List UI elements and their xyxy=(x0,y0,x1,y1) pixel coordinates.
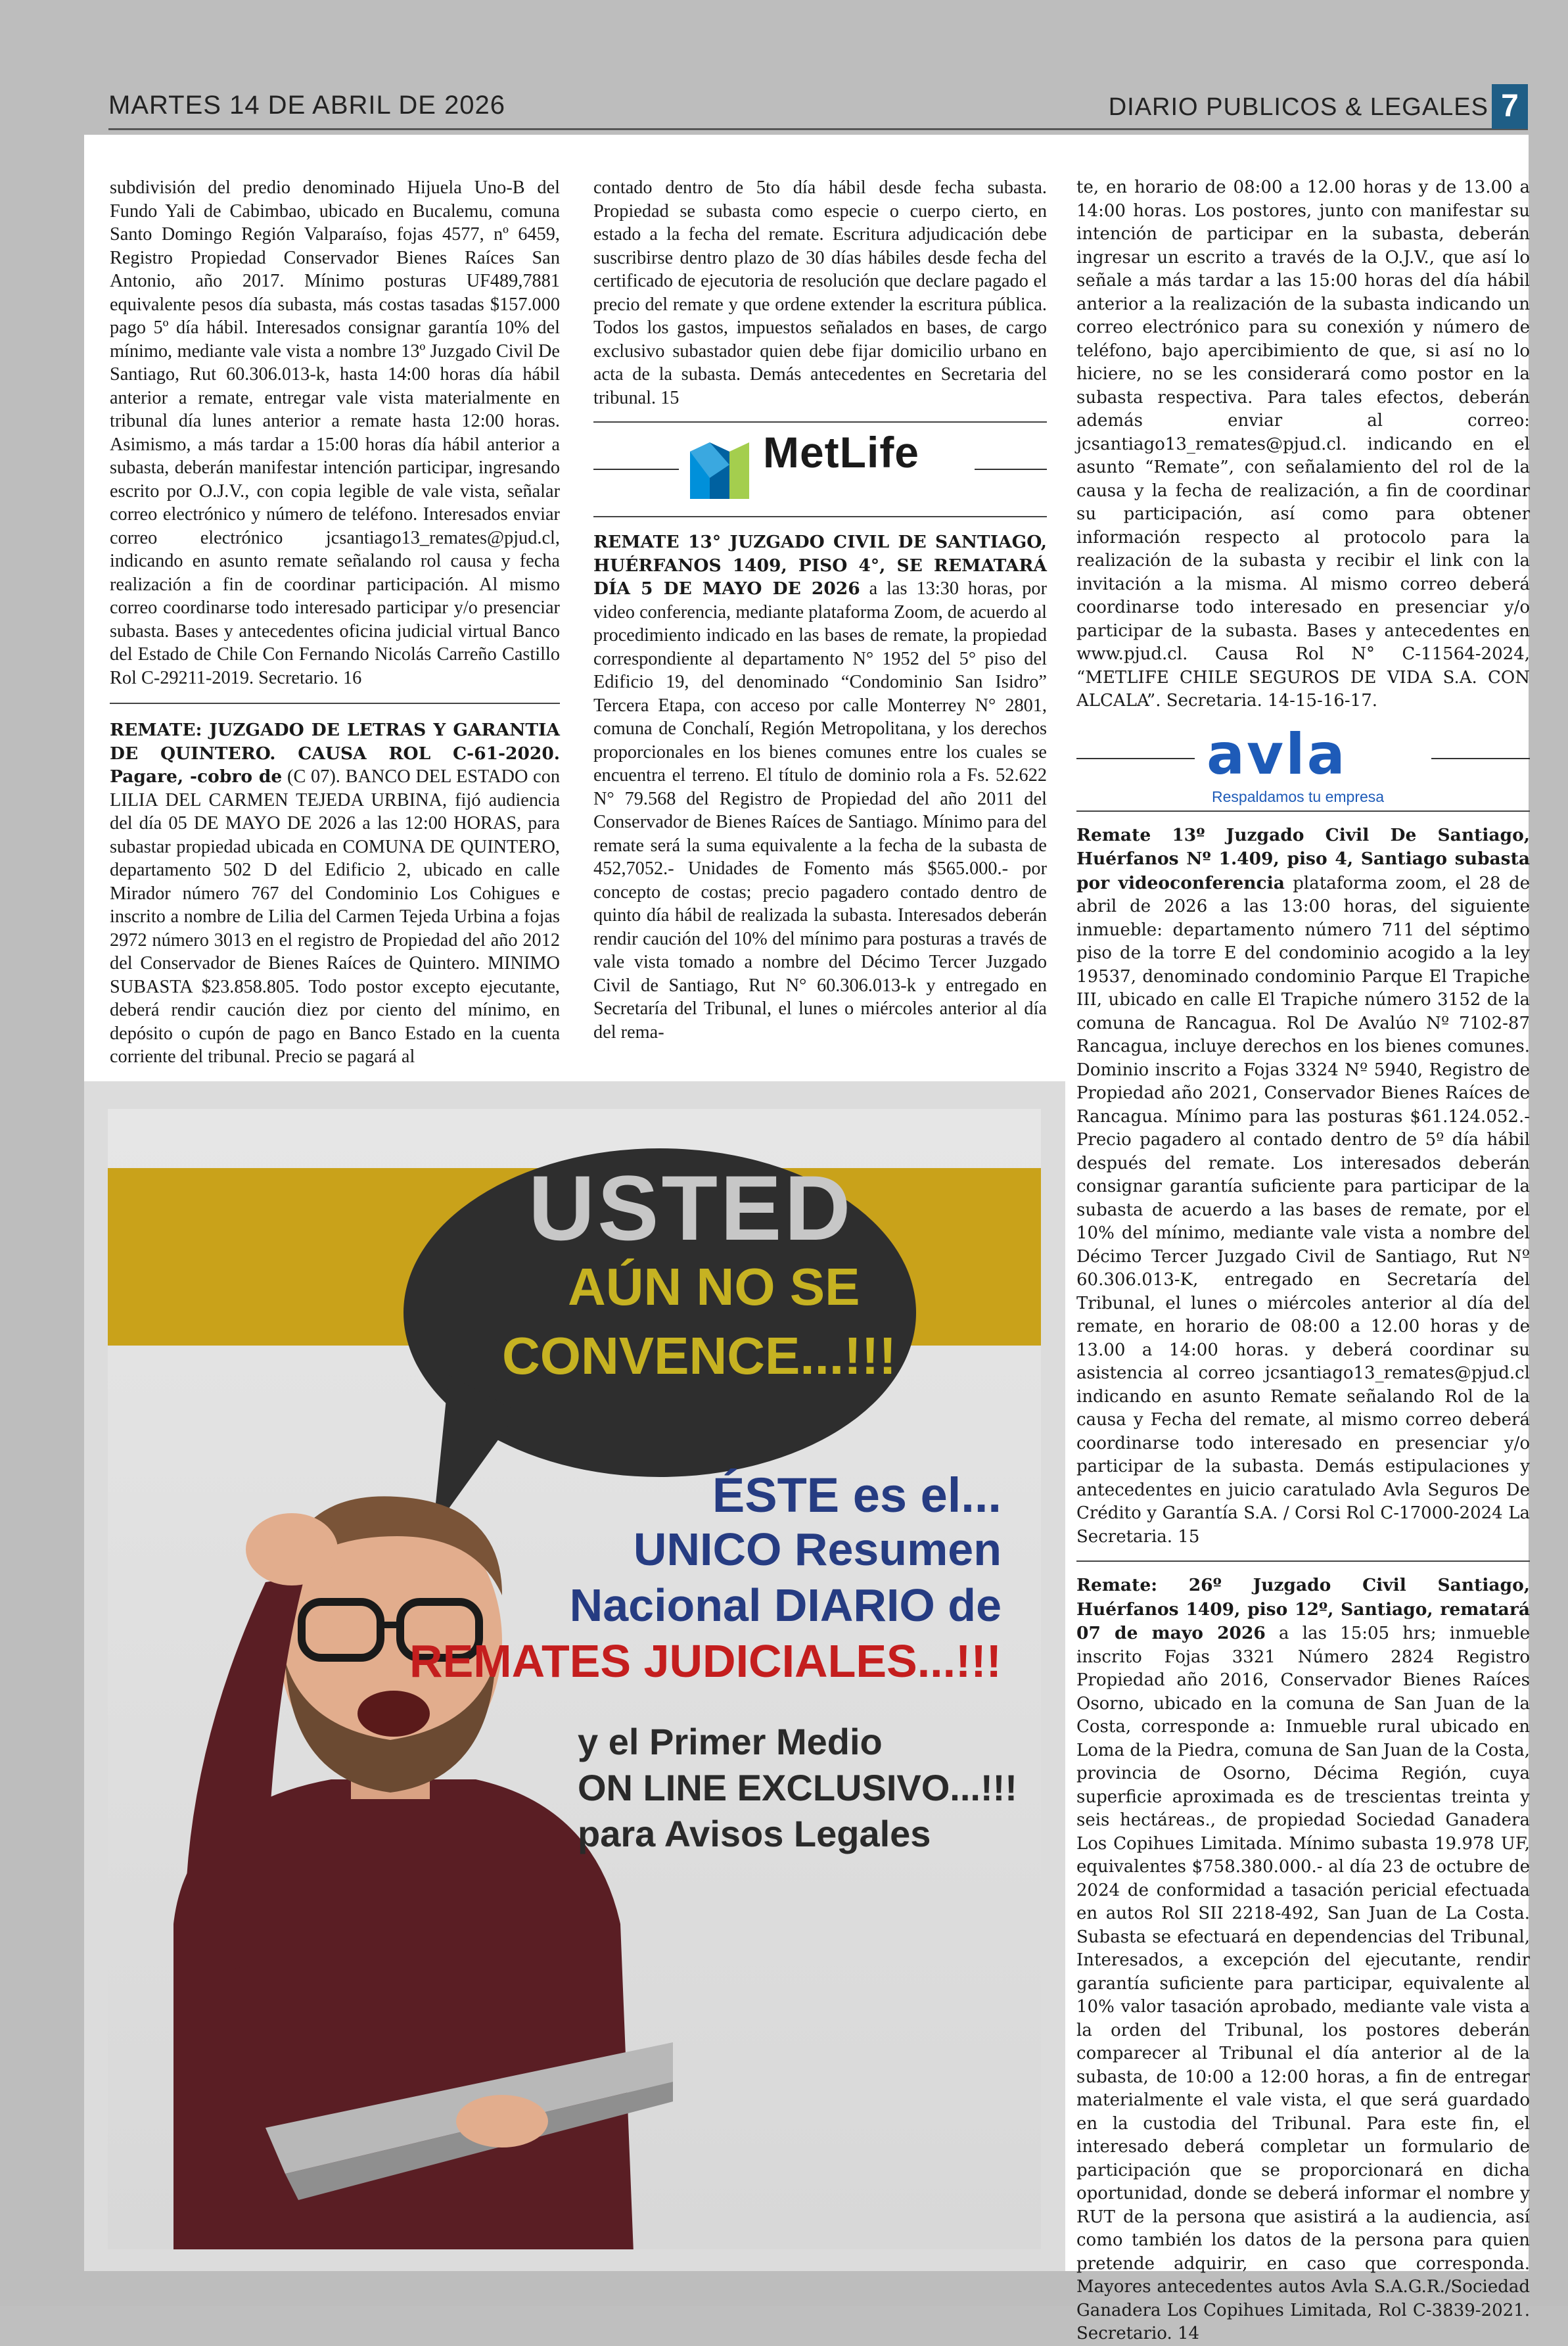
divider xyxy=(593,421,1047,423)
notice-text: te, en horario de 08:00 a 12.00 horas y de 13.00 a 14:00 horas. Los postores, junto con manifestar su intención de participar en la subasta, deberán ingresar un escrito a través de la O.J.V., que así lo señale a más tardar a las 15:00 horas del día hábil anterior a la realización de la subasta indicando un correo electrónico para su conexión y número de teléfono, bajo apercibimiento de que, si así no lo hiciere, no se les considerará como postor en la subasta respectiva. Para tales efectos, deberán además enviar al correo: jcsantiago13_remates@pjud.cl. indicando en el asunto “Remate”, con señalamiento del rol de la causa y la fecha de realización, a fin de coordinar su participación, así como para obtener información respecto al protocolo para la realización de la subasta y recibir el link con la invitación a la misma. Al mismo correo deberá coordinarse todo interesado en presenciar y/o participar de la subasta. Bases y antecedentes en www.pjud.cl. Causa Rol N° C-11564-2024, “METLIFE CHILE SEGUROS DE VIDA S.A. CON ALCALA”. Secretaria. 14-15-16-17. xyxy=(1076,177,1530,711)
ad-subline: y el Primer Medio xyxy=(578,1721,883,1762)
divider xyxy=(110,703,560,704)
metlife-wordmark: MetLife xyxy=(763,428,919,477)
divider xyxy=(593,516,1047,517)
avla-tagline: Respaldamos tu empresa xyxy=(1212,787,1385,805)
divider xyxy=(1076,810,1530,812)
notice-metlife xyxy=(593,530,1047,1044)
divider xyxy=(1431,758,1530,759)
ad-subline: para Avisos Legales xyxy=(578,1813,931,1854)
notice-body: a las 15:05 hrs; inmueble inscrito Fojas 3321 Número 2824 Registro Propiedad año 2016, Conservador Bienes Raíces Osorno, ubicado en la comuna de San Juan de la Costa, corresponde a: Inmueble rural ubicado en Loma de la Piedra, comuna de San Juan de la Costa, provincia de Osorno, Décima Región, cuya superficie aproximada es de trescientas treinta y seis hectáreas., de propiedad Sociedad Ganadera Los Copihues Limitada. Mínimo subasta 19.978 UF, equivalentes $758.380.000.- al día 23 de octubre de 2024 de conformidad a tasación pericial efectuada en autos Rol SII 2218-492, San Juan de La Costa. Subasta se efectuará en dependencias del Tribunal, Interesados, a excepción del ejecutante, rendir garantía suficiente para participar, equivalente al 10% valor tasación aprobado, mediante vale vista a la orden del Tribunal, los postores deberán comparecer al Tribunal el día anterior al de la subasta, de 10:00 a 12:00 horas, a fin de entregar materialmente el vale vista, el que será guardado en la custodia del Tribunal. Para este fin, el interesado deberá completar un formulario de participación que se proporcionará en dicha oportunidad, donde se deberá informar el nombre y RUT de la persona que asistirá a la audiencia, así como también los datos de la persona para quien pretende adquirir, en caso que corresponda. Mayores antecedentes autos Avla S.A.G.R./Sociedad Ganadera Los Copihues Limitada, Rol C-3839-2021. Secretario. 14 xyxy=(1076,1624,1530,2343)
divider xyxy=(1076,1560,1530,1562)
promo-advertisement xyxy=(84,1081,1065,2271)
newspaper-name: DIARIO PUBLICOS & LEGALES xyxy=(1108,93,1488,121)
notice-body: (C 07). BANCO DEL ESTADO con LILIA DEL CARMEN TEJEDA URBINA, fijó audiencia del día 05 DE MAYO DE 2026 a las 12:00 HORAS, para subastar propiedad ubicada en COMUNA DE QUINTERO, departamento 502 D del Edificio 2, ubicado en calle Mirador número 767 del Condominio Los Cohigues e inscrito a nombre de Lilia del Carmen Tejeda Urbina a fojas 2972 número 3013 en el registro de Propiedad del año 2012 del Conservador de Bienes Raíces de Quintero. MINIMO SUBASTA $23.858.805. Todo postor excepto ejecutante, deberá rendir caución diez por ciento del mínimo, en depósito o cupón de pago en Banco Estado en la cuenta corriente del tribunal. Precio se pagará al xyxy=(110,766,561,1067)
ad-headline-2: AÚN NO SE xyxy=(568,1257,860,1316)
column-2 xyxy=(593,176,1047,1044)
notice-text: contado dentro de 5to día hábil desde fecha subasta. Propiedad se subasta como especie o cuerpo cierto, en estado a la fecha del remate. Escritura adjudicación debe suscribirse dentro plazo de 30 días hábiles desde fecha del certificado de ejecutoria de resolución que declare pagado el precio del remate y que ordene extender la escritura pública. Todos los gastos, impuestos señalados en bases, de cargo exclusivo subastador quien debe fijar domicilio urbano en acta de la subasta. Demás antecedentes en Secretaria del tribunal. 15 xyxy=(593,177,1047,408)
notice-osorno xyxy=(1076,1574,1530,2346)
page-number: 7 xyxy=(1492,84,1528,129)
metlife-mark-icon xyxy=(690,438,749,499)
notice-heading: REMATE: JUZGADO DE LETRAS Y GARANTIA DE QUINTERO. CAUSA ROL C-61-2020. Pagare, -cobro de xyxy=(110,720,560,787)
ad-subline: ON LINE EXCLUSIVO...!!! xyxy=(578,1767,1017,1808)
divider xyxy=(593,469,679,470)
ad-copy-line: ÉSTE es el... xyxy=(712,1468,1002,1522)
column-3 xyxy=(1076,176,1530,2346)
avla-wordmark: avla xyxy=(1207,721,1347,787)
ad-panel xyxy=(108,1109,1041,2249)
avla-logo xyxy=(1076,721,1530,810)
ad-copy-line: Nacional DIARIO de xyxy=(569,1580,1002,1631)
divider xyxy=(1076,758,1195,759)
notice-text: subdivisión del predio denominado Hijuela Uno-B del Fundo Yali de Cabimbao, ubicado en Bucalemu, comuna Santo Domingo Región Valparaíso, fojas 4577, nº 6459, Registro Propiedad Conservador Bienes Raíces San Antonio, año 2017. Mínimo posturas UF489,7881 equivalente pesos día subasta, más costas tasadas $157.000 pago 5º día hábil. Interesados consignar garantía 10% del mínimo, mediante vale vista a nombre 13º Juzgado Civil De Santiago, Rut 60.306.013-k, hasta 14:00 horas día hábil anterior a remate, entregar vale vista materialmente en tribunal día lunes anterior a remate hasta 12:00 horas. Asimismo, a más tardar a 15:00 horas día hábil anterior a subasta, deberán manifestar intención participar, ingresando escrito por O.J.V., con copia legible de vale vista, señalar correo electrónico y número de teléfono. Interesados enviar correo electrónico jcsantiago13_remates@pjud.cl, indicando en asunto remate señalando rol causa y fecha realización a fin de coordinar participación. Al mismo correo coordinarse todo interesado participar y/o presenciar subasta. Bases y antecedentes oficina judicial virtual Banco del Estado de Chile Con Fernando Nicolás Carreño Castillo Rol C-29211-2019. Secretario. 16 xyxy=(110,177,560,688)
ad-headline: USTED xyxy=(528,1156,854,1259)
metlife-logo xyxy=(593,427,1047,512)
column-1 xyxy=(110,176,560,1069)
divider xyxy=(975,469,1047,470)
notice-avla xyxy=(1076,824,1530,1549)
ad-copy-line: UNICO Resumen xyxy=(633,1524,1002,1575)
notice-quintero xyxy=(110,718,560,1069)
ad-copy-highlight: REMATES JUDICIALES...!!! xyxy=(409,1635,1002,1687)
notice-body: a las 13:30 horas, por video conferencia, mediante plataforma Zoom, de acuerdo al procedimiento indicado en las bases de remate, la propiedad correspondiente al departamento N° 1952 del 5° piso del Edificio 19, del denominado “Condominio San Isidro” Tercera Etapa, con acceso por calle Monterrey N° 2801, comuna de Conchalí, Región Metropolitana, y los derechos proporcionales en los bienes comunes entre los cuales se encuentra el terreno. El título de dominio rola a Fs. 52.622 N° 79.568 del Registro de Propiedad del año 2011 del Conservador de Bienes Raíces de Santiago. Mínimo para del remate será la suma equivalente a la fecha de la subasta de 452,7052.- Unidades de Fomento más $565.000.- por concepto de costas; precio pagadero contado dentro de quinto día hábil de realizada la subasta. Interesados deberán rendir caución del 10% del mínimo para posturas a través de vale vista tomado a nombre del Décimo Tercer Juzgado Civil de Santiago, Rut N° 60.306.013-k y entregado en Secretaría del Tribunal, el lunes o miércoles anterior al día del rema- xyxy=(593,578,1047,1043)
notice-heading: Remate: 26º Juzgado Civil Santiago, Huérfanos 1409, piso 12º, Santiago, rematará 07 de mayo 2026 xyxy=(1076,1575,1530,1643)
notice-heading: Remate 13º Juzgado Civil De Santiago, Huérfanos Nº 1.409, piso 4, Santiago subasta por videoconferencia xyxy=(1076,824,1530,893)
issue-date: MARTES 14 DE ABRIL DE 2026 xyxy=(108,91,506,120)
notice-body: plataforma zoom, el 28 de abril de 2026 a las 13:00 horas, del siguiente inmueble: departamento número 711 del séptimo piso de la torre E del condominio acogido a la ley 19537, denominado condominio Parque El Trapiche III, ubicado en calle El Trapiche número 3152 de la comuna de Rancagua. Rol De Avalúo Nº 7102-87 Rancagua, incluye derechos en los bienes comunes. Dominio inscrito a Fojas 3324 Nº 5940, Registro de Propiedad año 2021, Conservador Bienes Raíces de Rancagua. Mínimo para las posturas $61.124.052.- Precio pagadero al contado dentro de 5º día hábil después del remate. Los interesados deberán consignar garantía suficiente para participar de la subasta de acuerdo a las bases de remate, por el 10% del mínimo, mediante vale vista a nombre del Décimo Tercer Juzgado Civil de Santiago, Rut Nº 60.306.013-K, entregado en Secretaría del Tribunal, el lunes o miércoles anterior al día del remate, en horario de 08:00 a 12.00 horas y de 13.00 a 14:00 horas. y deberá coordinar su asistencia al correo jcsantiago13_remates@pjud.cl indicando en asunto Remate señalando Rol de la causa y Fecha del remate, al mismo correo deberá coordinarse todo interesado en presenciar y/o participar de la subasta. Demás estipulaciones y antecedentes en juicio caratulado Avla Seguros De Crédito y Garantía S.A. / Corsi Rol C-17000-2024 La Secretaria. 15 xyxy=(1076,873,1530,1547)
page-header xyxy=(108,84,1528,130)
notice-heading: REMATE 13° JUZGADO CIVIL DE SANTIAGO, HUÉRFANOS 1409, PISO 4°, SE REMATARÁ DÍA 5 DE MAYO DE 2026 xyxy=(593,532,1047,599)
ad-headline-3: CONVENCE...!!! xyxy=(502,1326,896,1385)
